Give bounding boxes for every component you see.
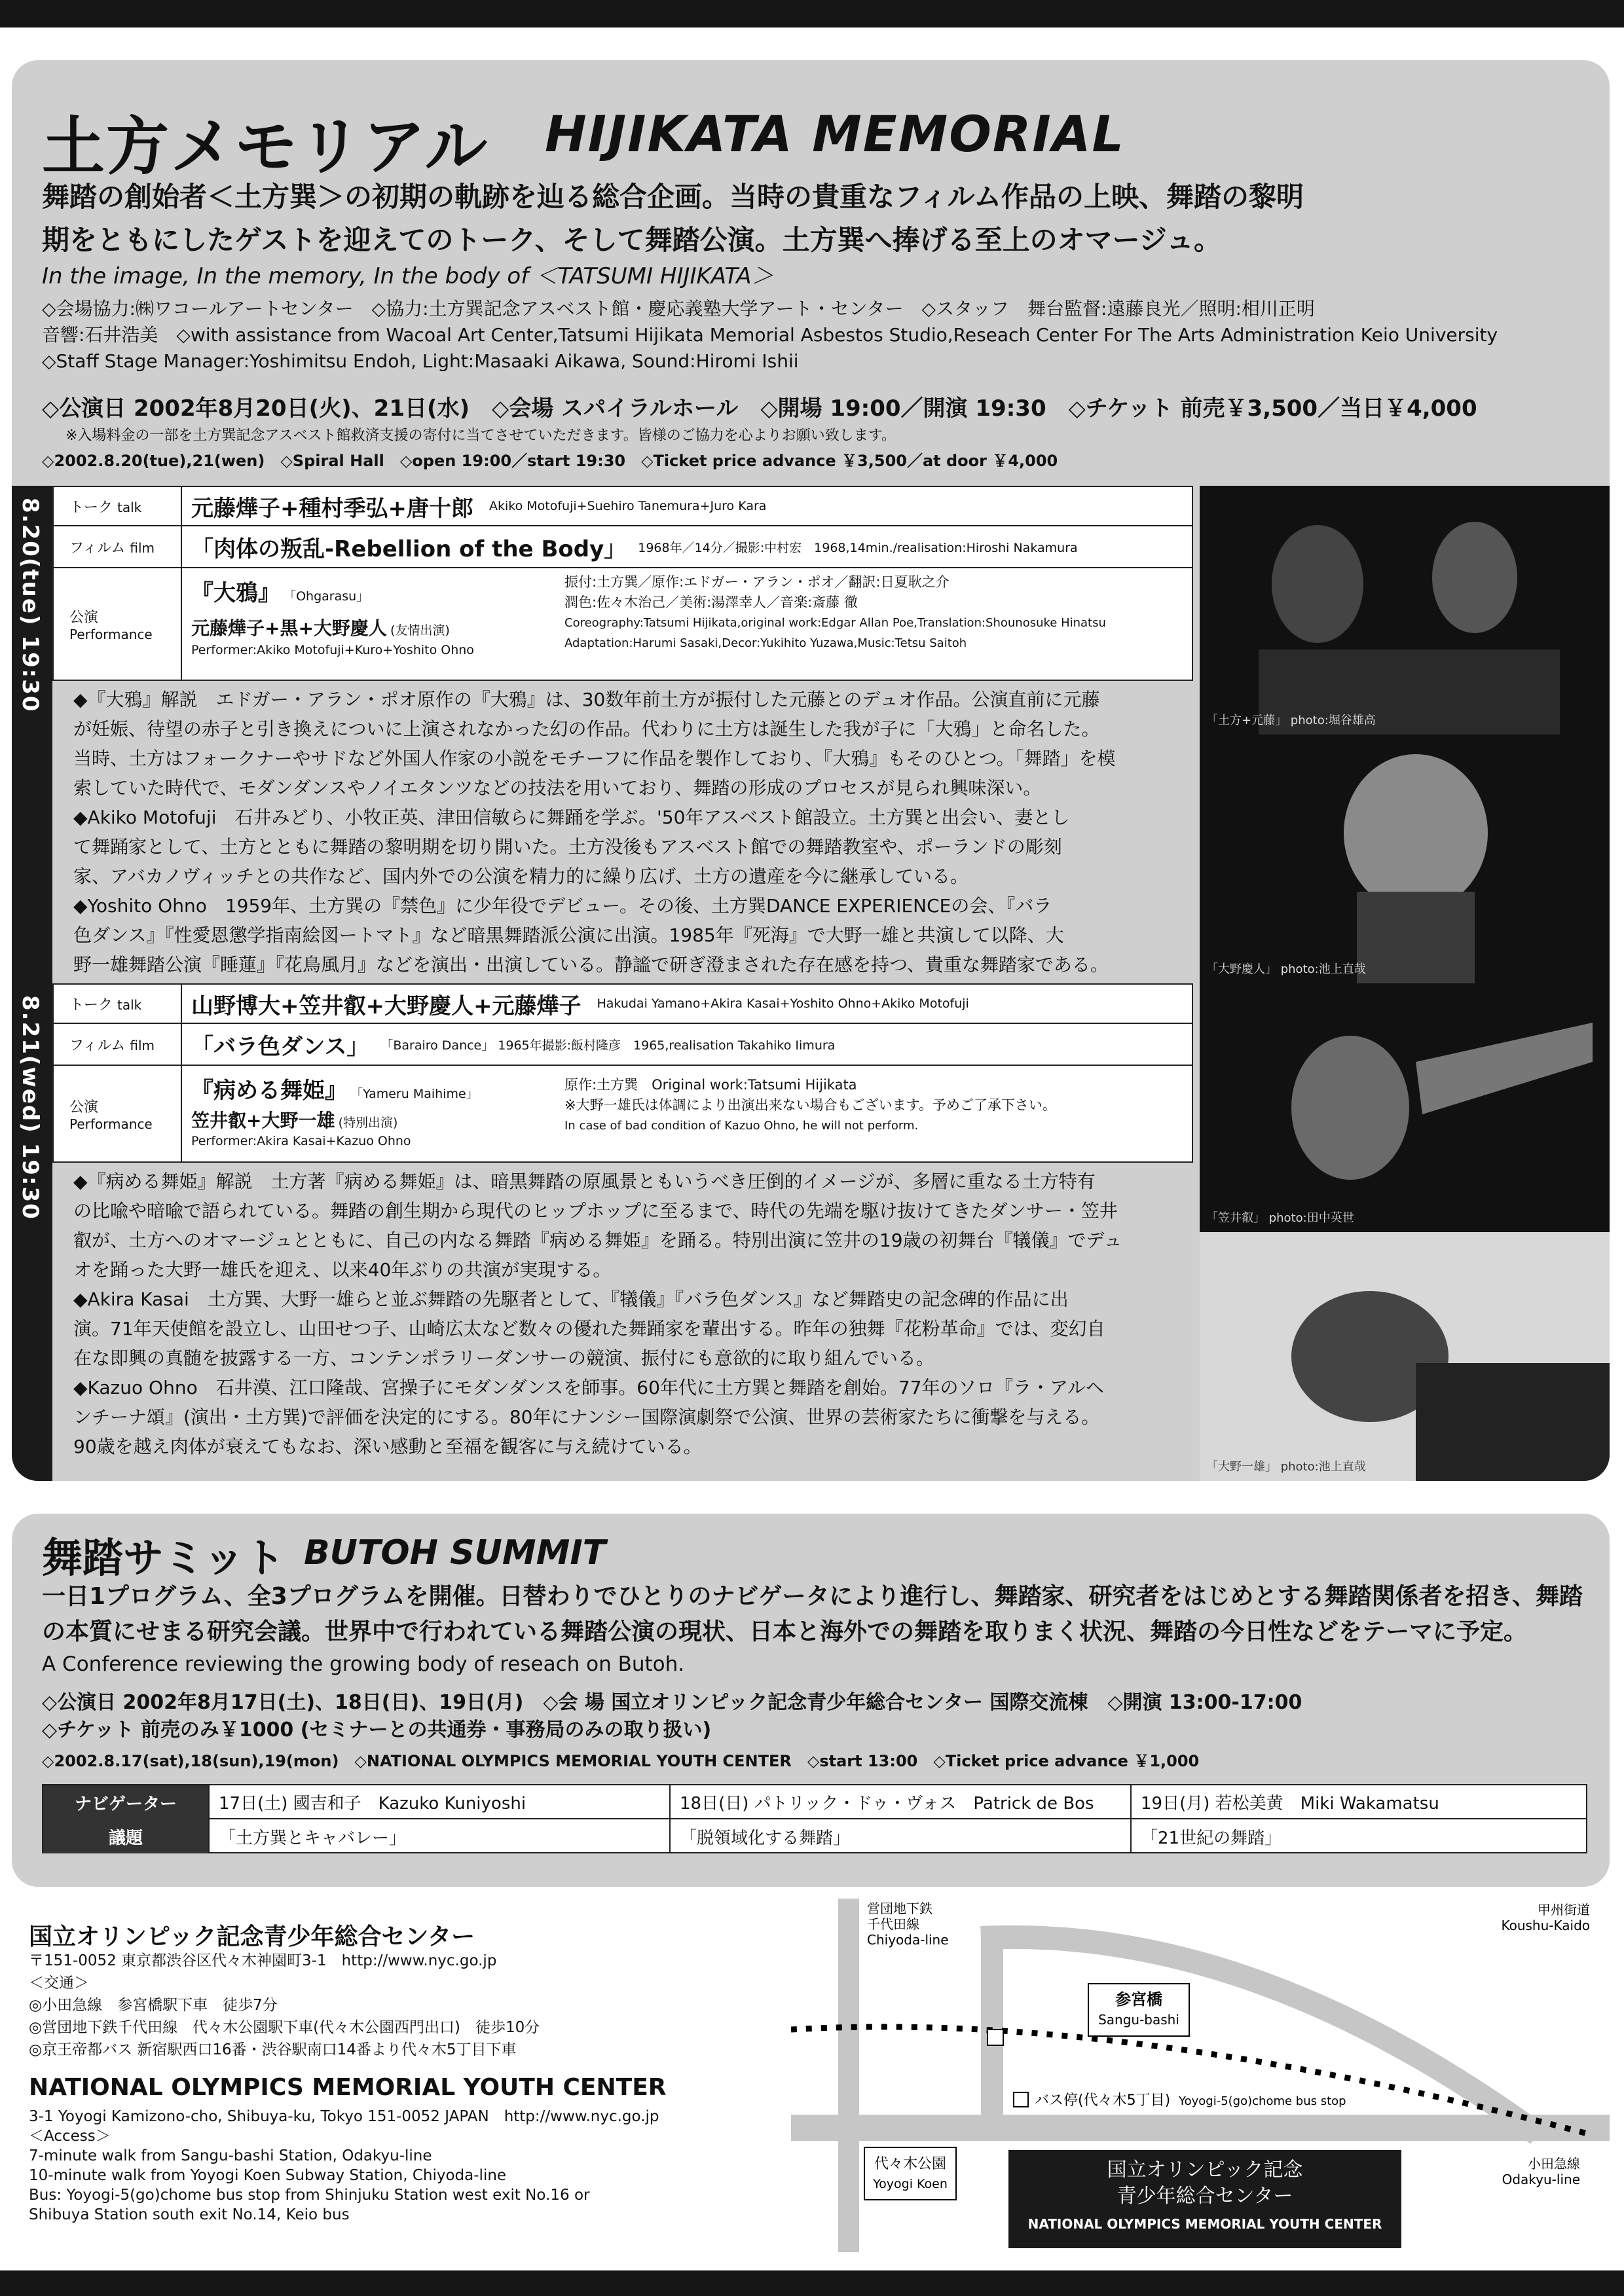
day2-film-row bbox=[54, 1024, 1192, 1066]
venue-box-label-2: 青少年総合センター bbox=[1116, 2185, 1293, 2208]
day1-perf-cast: 元藤燁子+黒+大野慶人 bbox=[191, 617, 387, 639]
day2-program-table bbox=[52, 983, 1193, 1163]
day1-date: 8.20(tue) 19:30 bbox=[17, 498, 43, 713]
photo-figure-icon bbox=[1200, 983, 1610, 1232]
day2-date-bar bbox=[12, 983, 52, 1481]
bus-stop-label: バス停(代々木5丁目) bbox=[1035, 2092, 1171, 2109]
credit-line: 原作:土方巽 Original work:Tatsumi Hijikata bbox=[564, 1077, 857, 1093]
odakyu-label: 小田急線 bbox=[1528, 2156, 1580, 2172]
hijikata-credits bbox=[42, 296, 1587, 374]
odakyu-label-en: Odakyu-line bbox=[1502, 2172, 1580, 2187]
summit-info bbox=[42, 1689, 1302, 1744]
credit-line: 潤色:佐々木治己／美術:湯澤幸人／音楽:斎藤 徹 bbox=[564, 594, 858, 610]
day2-notes bbox=[73, 1167, 1187, 1461]
note-line: ◆Yoshito Ohno 1959年、土方巽の『禁色』に少年役でデビュー。その後、土方巽DANCE EXPERIENCEの会、『バラ bbox=[73, 895, 1052, 917]
film-label: フィルム bbox=[69, 1037, 126, 1054]
koshu-label: 甲州街道 bbox=[1538, 1902, 1590, 1918]
talk-label-en: talk bbox=[117, 499, 142, 515]
day1-talk-row bbox=[54, 487, 1192, 526]
lead-line: 一日1プログラム、全3プログラムを開催。日替わりでひとりのナビゲータにより進行し、舞踏家、研究者をはじめとする舞踏関係者を招き、舞踏 bbox=[42, 1583, 1583, 1610]
note-line: 当時、土方はフォークナーやサドなど外国人作家の小説をモチーフに作品を製作しており、『大鴉』もそのひとつ。「舞踏」を模 bbox=[73, 748, 1116, 769]
hijikata-info-en: ◇2002.8.20(tue),21(wen) ◇Spiral Hall ◇open 19:00／start 19:30 ◇Ticket price advance ￥3,500／at door ￥4,000 bbox=[42, 452, 1058, 470]
day2-talk-names-en: Hakudai Yamano+Akira Kasai+Yoshito Ohno+Akiko Motofuji bbox=[597, 996, 969, 1011]
hijikata-title-en: HIJIKATA MEMORIAL bbox=[545, 105, 1125, 163]
day1-talk-names-en: Akiko Motofuji+Suehiro Tanemura+Juro Kara bbox=[489, 499, 767, 513]
film-label: フィルム bbox=[69, 539, 126, 556]
credit-line: 音響:石井浩美 ◇with assistance from Wacoal Art Center,Tatsumi Hijikata Memorial Asbestos Studio,Reseach Center For The Arts Administration Keio University bbox=[42, 324, 1498, 346]
day2-perf-title: 『病める舞姫』 bbox=[191, 1078, 347, 1104]
photo-caption: 「笠井叡」 photo:田中英世 bbox=[1206, 1211, 1354, 1225]
credit-line: ◇会場協力:㈱ワコールアートセンター ◇協力:土方巽記念アスベスト館・慶応義塾大学アート・センター ◇スタッフ 舞台監督:遠藤良光／照明:相川正明 bbox=[42, 298, 1315, 319]
chiyoda-label-2: 千代田線 bbox=[867, 1916, 919, 1932]
day1-navigator: 17日(土) 國吉和子 Kazuko Kuniyoshi bbox=[208, 1785, 669, 1819]
summit-schedule-table bbox=[42, 1784, 1587, 1853]
talk-label-en: talk bbox=[117, 996, 142, 1013]
summit-subtitle: A Conference reviewing the growing body of reseach on Butoh. bbox=[42, 1652, 685, 1676]
talk-label: トーク bbox=[69, 499, 113, 516]
day1-perf-title: 『大鴉』 bbox=[191, 580, 280, 606]
day1-performance-row bbox=[54, 568, 1192, 680]
venue-box-label: 国立オリンピック記念 bbox=[1107, 2159, 1303, 2181]
day2-performance-row bbox=[54, 1066, 1192, 1161]
sangubashi-label: 参宮橋 bbox=[1115, 1990, 1162, 2009]
day1-notes bbox=[73, 685, 1187, 979]
access-line: ◎営団地下鉄千代田線 代々木公園駅下車(代々木公園西門出口) 徒歩10分 bbox=[29, 2019, 540, 2036]
note-line: オを踊った大野一雄氏を迎え、以来40年ぶりの共演が実現する。 bbox=[73, 1259, 612, 1281]
lead-line: 舞踏の創始者＜土方巽＞の初期の軌跡を辿る総合企画。当時の貴重なフィルム作品の上映、舞踏の黎明 bbox=[42, 181, 1304, 213]
yoyogi-koen-label: 代々木公園 bbox=[874, 2156, 947, 2172]
day1-perf-cast-note: (友情出演) bbox=[390, 623, 450, 638]
note-line: 演。71年天使館を設立し、山田せつ子、山崎広太など数々の優れた舞踊家を輩出する。昨年の独舞『花粉革命』では、変幻自 bbox=[73, 1318, 1105, 1339]
photo-figure-icon bbox=[1200, 486, 1610, 735]
credit-line: Coreography:Tatsumi Hijikata,original work:Edgar Allan Poe,Translation:Shounosuke Hinatsu bbox=[564, 616, 1106, 630]
access-map bbox=[791, 1899, 1610, 2252]
main-road bbox=[791, 2115, 1610, 2141]
day2-talk-names: 山野博大+笠井叡+大野慶人+元藤燁子 bbox=[191, 993, 581, 1019]
chiyoda-label-en: Chiyoda-line bbox=[867, 1932, 949, 1948]
lead-line: 期をともにしたゲストを迎えてのトーク、そして舞踏公演。土方巽へ捧げる至上のオマージュ。 bbox=[42, 224, 1221, 256]
sangubashi-label-en: Sangu-bashi bbox=[1098, 2012, 1179, 2028]
day2-perf-cast-note: (特別出演) bbox=[338, 1116, 398, 1130]
access-line: ◎小田急線 参宮橋駅下車 徒歩7分 bbox=[29, 1997, 278, 2014]
day2-navigator: 18日(日) パトリック・ドゥ・ヴォス Patrick de Bos bbox=[669, 1785, 1130, 1819]
performance-label-en: Performance bbox=[69, 1116, 153, 1132]
day2-perf-cast: 笠井叡+大野一雄 bbox=[191, 1110, 335, 1131]
credit-line: In case of bad condition of Kazuo Ohno, he will not perform. bbox=[564, 1119, 919, 1133]
hijikata-info-note: ※入場料金の一部を土方巽記念アスベスト館救済支援の寄付に当てさせていただきます。皆様のご協力を心よりお願い致します。 bbox=[65, 428, 896, 444]
day1-program-table bbox=[52, 486, 1193, 681]
access-label-en: ＜Access＞ bbox=[29, 2128, 111, 2145]
hijikata-lead bbox=[42, 175, 1574, 262]
film-label-en: film bbox=[130, 539, 155, 556]
note-line: 野一雄舞踏公演『睡蓮』『花鳥風月』などを演出・出演している。静謐で研ぎ澄まされた存在感を持つ、貴重な舞踏家である。 bbox=[73, 954, 1109, 975]
photo-yoshito-ohno bbox=[1200, 735, 1610, 983]
venue-box-label-en: NATIONAL OLYMPICS MEMORIAL YOUTH CENTER bbox=[1027, 2216, 1382, 2232]
day2-film-meta: 「Barairo Dance」 1965年撮影:飯村隆彦 1965,realisation Takahiko Iimura bbox=[380, 1038, 836, 1053]
photo-akira-kasai bbox=[1200, 983, 1610, 1232]
day1-topic: 「土方巽とキャバレー」 bbox=[208, 1819, 669, 1853]
note-line: ◆Akiko Motofuji 石井みどり、小牧正英、津田信敏らに舞踊を学ぶ。'50年アスベスト館設立。土方巽と出会い、妻とし bbox=[73, 807, 1070, 828]
credit-line: ※大野一雄氏は体調により出演出来ない場合もございます。予めご了承下さい。 bbox=[564, 1097, 1056, 1113]
yoyogi-koen-label-en: Yoyogi Koen bbox=[873, 2177, 948, 2191]
venue-title-en: NATIONAL OLYMPICS MEMORIAL YOUTH CENTER bbox=[29, 2074, 667, 2101]
day2-talk-row bbox=[54, 985, 1192, 1024]
chiyoda-road bbox=[838, 1899, 859, 2252]
access-line: 10-minute walk from Yoyogi Koen Subway Station, Chiyoda-line bbox=[29, 2167, 507, 2184]
koshu-label-en: Koushu-Kaido bbox=[1501, 1918, 1590, 1933]
photo-hijikata-motofuji bbox=[1200, 486, 1610, 735]
summit-info-en: ◇2002.8.17(sat),18(sun),19(mon) ◇NATIONAL OLYMPICS MEMORIAL YOUTH CENTER ◇start 13:00 ◇Ticket price advance ￥1,000 bbox=[42, 1752, 1200, 1770]
venue-address: 〒151-0052 東京都渋谷区代々木神園町3-1 http://www.nyc.go.jp bbox=[29, 1952, 497, 1969]
hijikata-subtitle: In the image, In the memory, In the body of ＜TATSUMI HIJIKATA＞ bbox=[42, 263, 774, 289]
performance-label: 公演 bbox=[69, 609, 99, 626]
note-line: 索していた時代で、モダンダンスやノイエタンツなどの技法を用いており、舞踏の形成のプロセスが見られ興味深い。 bbox=[73, 777, 1042, 799]
note-line: ◆『病める舞姫』解説 土方著『病める舞姫』は、暗黒舞踏の原風景ともいうべき圧倒的イメージが、多層に重なる土方特有 bbox=[73, 1171, 1096, 1192]
navigator-header: ナビゲーター bbox=[43, 1785, 208, 1819]
bus-stop-marker bbox=[1014, 2092, 1028, 2107]
photo-caption: 「大野一雄」 photo:池上直哉 bbox=[1206, 1460, 1366, 1474]
venue-title-jp: 国立オリンピック記念青少年総合センター bbox=[29, 1923, 475, 1950]
performance-label: 公演 bbox=[69, 1099, 99, 1116]
station-marker bbox=[987, 2030, 1003, 2045]
credit-line: Adaptation:Harumi Sasaki,Decor:Yukihito Yuzawa,Music:Tetsu Saitoh bbox=[564, 636, 967, 650]
lead-line: の本質にせまる研究会議。世界中で行われている舞踏公演の現状、日本と海外での舞踏を取りまく状況、舞踏の今日性などをテーマに予定。 bbox=[42, 1618, 1528, 1645]
day2-perf-title-en: 「Yameru Maihime」 bbox=[350, 1087, 479, 1101]
note-line: が妊娠、待望の赤子と引き換えについに上演されなかった幻の作品。代わりに土方は誕生した我が子に「大鴉」と命名した。 bbox=[73, 718, 1100, 740]
photo-caption: 「大野慶人」 photo:池上直哉 bbox=[1206, 962, 1366, 976]
access-label: ＜交通＞ bbox=[29, 1975, 89, 1992]
bottom-border bbox=[0, 2270, 1624, 2296]
venue-details-jp bbox=[29, 1950, 540, 2061]
summit-title-en: BUTOH SUMMIT bbox=[304, 1533, 606, 1573]
day1-talk-names: 元藤燁子+種村季弘+唐十郎 bbox=[191, 495, 473, 522]
hijikata-title-jp: 土方メモリアル bbox=[42, 110, 489, 183]
day1-film-title: 「肉体の叛乱-Rebellion of the Body」 bbox=[191, 536, 627, 562]
day3-navigator: 19日(月) 若松美黄 Miki Wakamatsu bbox=[1130, 1785, 1586, 1819]
note-line: 色ダンス』『性愛恩懲学指南絵図ートマト』など暗黒舞踏派公演に出演。1985年『死海』で大野一雄と共演して以降、大 bbox=[73, 924, 1064, 946]
note-line: 90歳を越え肉体が衰えてもなお、深い感動と至福を観客に与え続けている。 bbox=[73, 1436, 702, 1457]
day3-topic: 「21世紀の舞踏」 bbox=[1130, 1819, 1586, 1853]
info-line: ◇公演日 2002年8月17日(土)、18日(日)、19日(月) ◇会 場 国立オリンピック記念青少年総合センター 国際交流棟 ◇開演 13:00-17:00 bbox=[42, 1691, 1302, 1714]
day1-date-bar bbox=[12, 486, 52, 983]
summit-lead bbox=[42, 1579, 1587, 1650]
film-label-en: film bbox=[130, 1037, 155, 1053]
credit-line: ◇Staff Stage Manager:Yoshimitsu Endoh, Light:Masaaki Aikawa, Sound:Hiromi Ishii bbox=[42, 350, 799, 372]
note-line: 家、アバカノヴィッチとの共作など、国内外での公演を精力的に繰り広げ、土方の遺産を今に継承している。 bbox=[73, 866, 969, 887]
access-line: 7-minute walk from Sangu-bashi Station, Odakyu-line bbox=[29, 2147, 432, 2164]
photo-caption: 「土方+元藤」 photo:堀谷雄高 bbox=[1206, 714, 1376, 727]
day2-perf-credits bbox=[564, 1075, 1056, 1136]
bus-stop-label-en: Yoyogi-5(go)chome bus stop bbox=[1179, 2094, 1346, 2108]
note-line: ◆『大鴉』解説 エドガー・アラン・ポオ原作の『大鴉』は、30数年前土方が振付した元藤とのデュオ作品。公演直前に元藤 bbox=[73, 689, 1100, 710]
day1-film-meta: 1968年／14分／撮影:中村宏 1968,14min./realisation:Hiroshi Nakamura bbox=[638, 540, 1078, 555]
photo-figure-icon bbox=[1200, 1232, 1610, 1481]
note-line: 叡が、土方へのオマージュとともに、自己の内なる舞踏『病める舞姫』を踊る。特別出演に笠井の19歳の初舞台『犠儀』でデュ bbox=[73, 1230, 1122, 1251]
note-line: の比喩や暗喩で語られている。舞踏の創生期から現代のヒップホップに至るまで、時代の先端を駆け抜けてきたダンサー・笠井 bbox=[73, 1200, 1118, 1222]
chiyoda-label: 営団地下鉄 bbox=[867, 1901, 932, 1916]
day1-perf-title-en: 「Ohgarasu」 bbox=[284, 589, 369, 604]
note-line: ◆Akira Kasai 土方巽、大野一雄らと並ぶ舞踏の先駆者として、『犠儀』『バラ色ダンス』など舞踏史の記念碑的作品に出 bbox=[73, 1288, 1069, 1310]
venue-details-en bbox=[29, 2107, 659, 2225]
access-line: Bus: Yoyogi-5(go)chome bus stop from Shinjuku Station west exit No.16 or bbox=[29, 2187, 590, 2204]
day2-perf-cast-en: Performer:Akira Kasai+Kazuo Ohno bbox=[191, 1134, 411, 1148]
note-line: ◆Kazuo Ohno 石井漠、江口隆哉、宮操子にモダンダンスを師事。60年代に土方巽と舞踏を創始。77年のソロ『ラ・アルヘ bbox=[73, 1377, 1104, 1398]
day1-film-row bbox=[54, 526, 1192, 568]
note-line: ンチーナ頌』(演出・土方巽)で評価を決定的にする。80年にナンシー国際演劇祭で公演、世界の芸術家たちに衝撃を与える。 bbox=[73, 1406, 1100, 1428]
top-border bbox=[0, 0, 1624, 27]
yoyogi-koen-box bbox=[864, 2147, 956, 2200]
credit-line: 振付:土方巽／原作:エドガー・アラン・ポオ／翻訳:日夏耿之介 bbox=[564, 574, 950, 590]
day2-topic: 「脱領域化する舞踏」 bbox=[669, 1819, 1130, 1853]
access-line: Shibuya Station south exit No.14, Keio bus bbox=[29, 2206, 350, 2223]
hijikata-info: ◇公演日 2002年8月20日(火)、21日(水) ◇会場 スパイラルホール ◇開場 19:00／開演 19:30 ◇チケット 前売￥3,500／当日￥4,000 bbox=[42, 395, 1477, 422]
day1-perf-cast-en: Performer:Akiko Motofuji+Kuro+Yoshito Ohno bbox=[191, 643, 474, 657]
venue-address-en: 3-1 Yoyogi Kamizono-cho, Shibuya-ku, Tokyo 151-0052 JAPAN http://www.nyc.go.jp bbox=[29, 2108, 659, 2125]
info-line: ◇チケット 前売のみ￥1000 (セミナーとの共通券・事務局のみの取り扱い) bbox=[42, 1719, 712, 1741]
access-line: ◎京王帝都バス 新宿駅西口16番・渋谷駅南口14番より代々木5丁目下車 bbox=[29, 2041, 517, 2058]
topic-header: 議題 bbox=[43, 1819, 208, 1853]
day1-perf-credits bbox=[564, 572, 1106, 653]
photo-figure-icon bbox=[1200, 735, 1610, 983]
day2-date: 8.21(wed) 19:30 bbox=[17, 995, 43, 1220]
note-line: て舞踊家として、土方とともに舞踏の黎明期を切り開いた。土方没後もアスベスト館での舞踏教室や、ポーランドの彫刻 bbox=[73, 836, 1062, 858]
note-line: 在な即興の真髄を披露する一方、コンテンポラリーダンサーの競演、振付にも意欲的に取り組んでいる。 bbox=[73, 1347, 934, 1369]
day2-film-title: 「バラ色ダンス」 bbox=[191, 1033, 369, 1060]
photo-kazuo-ohno bbox=[1200, 1232, 1610, 1481]
summit-title-jp: 舞踏サミット bbox=[42, 1534, 285, 1582]
talk-label: トーク bbox=[69, 996, 113, 1013]
performance-label-en: Performance bbox=[69, 626, 153, 642]
